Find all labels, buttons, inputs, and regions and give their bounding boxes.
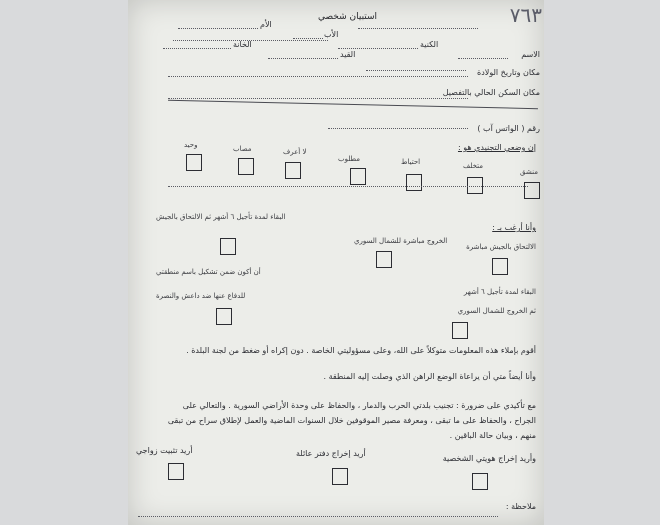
wish-go-north-label: الخروج مباشرة للشمال السوري <box>354 237 448 245</box>
option-defector-checkbox[interactable] <box>524 182 540 199</box>
option-only-son-checkbox[interactable] <box>186 154 202 171</box>
conscription-heading: إن وضعي التجنيدي هو : <box>457 143 536 152</box>
residence-label: مكان السكن الحالي بالتفصيل <box>442 88 540 97</box>
declaration-line-4: الجراح ، والحفاظ على ما تبقى ، ومعرفة مصير الموقوفين خلال السنوات الماضية والعمل لإطلاق سراح من تبقى <box>167 416 536 425</box>
wish-go-north-checkbox[interactable] <box>376 251 392 268</box>
nationality-label: الخانة <box>233 40 252 49</box>
residence-field-1[interactable] <box>168 76 468 77</box>
option-unknown-label: لا أعرف <box>283 148 307 156</box>
wish-join-army-checkbox[interactable] <box>492 258 508 275</box>
divider <box>168 100 538 109</box>
name-field[interactable] <box>458 58 508 59</box>
form-title: استبيان شخصي <box>318 12 378 22</box>
wish-local-unit-label-2: للدفاع عنها ضد داعش والنصرة <box>156 292 246 300</box>
surname-label: الكنية <box>420 40 439 49</box>
conscription-line <box>168 186 528 187</box>
wish-delay-north-label-2: ثم الخروج للشمال السوري <box>457 307 536 315</box>
registry-label: القيد <box>340 50 356 59</box>
option-wanted-label: مطلوب <box>338 155 361 163</box>
request-id-label: وأريد إخراج هويتي الشخصية <box>442 454 536 463</box>
wish-delay-join-checkbox[interactable] <box>220 238 236 255</box>
registry-field[interactable] <box>268 58 338 59</box>
wish-delay-north-label-1: البقاء لمدة تأجيل ٦ أشهر <box>463 288 536 296</box>
option-reserve-checkbox[interactable] <box>406 174 422 191</box>
mother-label: الأم <box>260 20 272 29</box>
father-label: الأب <box>324 30 339 39</box>
request-family-book-label: أريد إخراج دفتر عائلة <box>296 449 366 458</box>
request-marriage-checkbox[interactable] <box>168 463 184 480</box>
wish-local-unit-checkbox[interactable] <box>216 308 232 325</box>
option-reserve-label: احتياط <box>401 158 421 166</box>
wish-delay-join-label: البقاء لمدة تأجيل ٦ أشهر ثم الالتحاق بالجيش <box>156 213 286 221</box>
notes-label: ملاحظة : <box>505 502 536 511</box>
mother-field[interactable] <box>178 28 258 29</box>
declaration-line-1: أقوم بإملاء هذه المعلومات متوكلاً على الله، وعلى مسؤوليتي الخاصة . دون إكراه أو ضغط من لجنة البلدة . <box>186 346 536 355</box>
declaration-line-3: مع تأكيدي على ضرورة : تجنيب بلدتي الحرب والدمار ، والحفاظ على وحدة الأراضي السورية . والتعالي على <box>182 401 536 410</box>
option-injured-checkbox[interactable] <box>238 158 254 175</box>
nationality-field[interactable] <box>163 48 231 49</box>
phone-field[interactable] <box>328 128 468 129</box>
request-marriage-label: أريد تثبيت زواجي <box>136 446 193 455</box>
wish-join-army-label: الالتحاق بالجيش مباشرة <box>466 243 536 251</box>
name-label: الاسم <box>521 50 540 59</box>
wish-delay-north-checkbox[interactable] <box>452 322 468 339</box>
phone-label: رقم ( الواتس آب ) <box>477 124 540 133</box>
request-id-checkbox[interactable] <box>472 473 488 490</box>
birth-place-field[interactable] <box>366 70 466 71</box>
father-field[interactable] <box>293 38 323 39</box>
title-line <box>358 28 478 29</box>
birth-place-label: مكان وتاريخ الولادة <box>477 68 540 77</box>
wishes-heading: وأنا أرغب بـ : <box>492 223 536 232</box>
option-evader-label: متخلف <box>463 162 483 170</box>
declaration-line-2: وأنا أيضاً متي أن يراعاة الوضع الراهن الذي وصلت إليه المنطقة . <box>323 372 536 381</box>
option-wanted-checkbox[interactable] <box>350 168 366 185</box>
option-injured-label: مصاب <box>233 145 252 153</box>
residence-field-2[interactable] <box>168 98 468 99</box>
page-number: ٧٦٣ <box>509 3 542 27</box>
notes-field[interactable] <box>138 516 498 517</box>
request-family-book-checkbox[interactable] <box>332 468 348 485</box>
form-sheet <box>128 0 544 525</box>
option-unknown-checkbox[interactable] <box>285 162 301 179</box>
declaration-line-5: منهم ، وبيان حالة الباقين . <box>449 431 536 440</box>
wish-local-unit-label-1: أن أكون ضمن تشكيل باسم منطقتي <box>156 268 261 276</box>
option-only-son-label: وحيد <box>184 141 198 149</box>
option-defector-label: منشق <box>520 168 538 176</box>
surname-field[interactable] <box>338 48 418 49</box>
